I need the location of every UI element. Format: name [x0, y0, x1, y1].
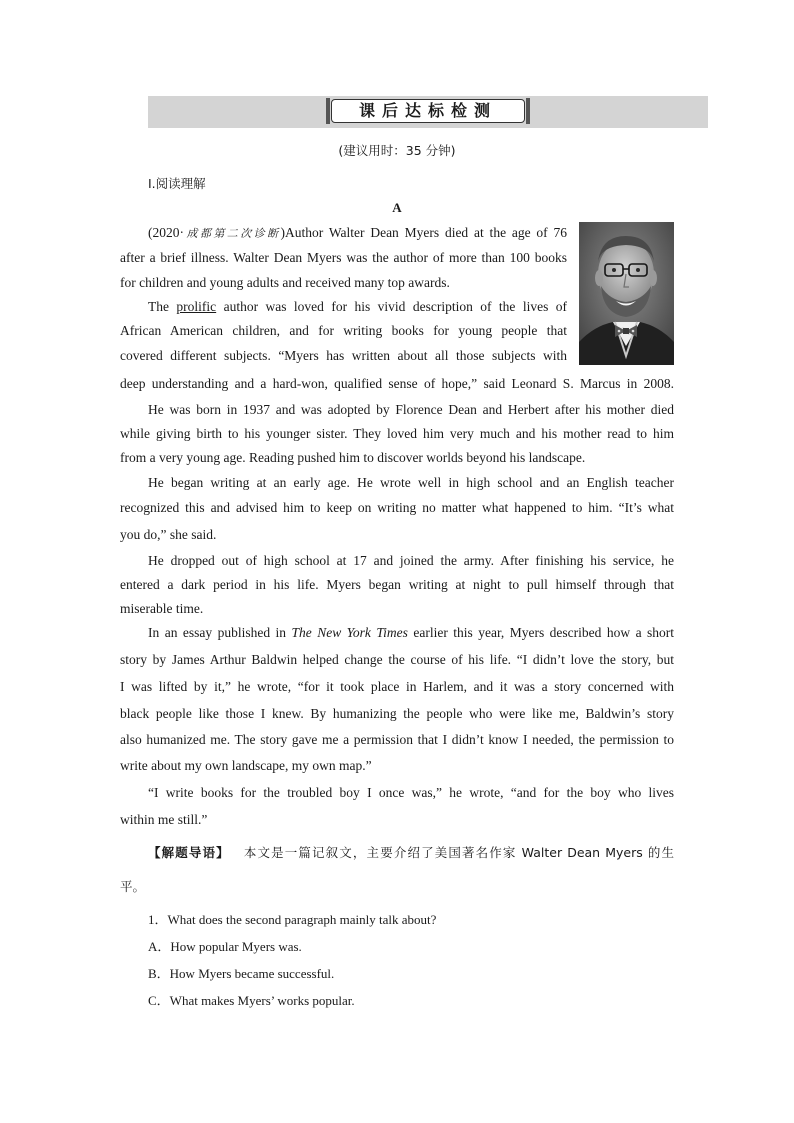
- text-line: from a very young age. Reading pushed him to discover worlds beyond his landscape.: [120, 450, 586, 465]
- source-year: (2020·: [148, 225, 184, 240]
- option-c: C．What makes Myers’ works popular.: [148, 993, 355, 1008]
- text-line: The prolific author was loved for his vivid description of the lives of: [148, 299, 567, 314]
- text-line: while giving birth to his younger sister. They loved him very much and his mother read to him: [120, 426, 674, 441]
- text-line: also humanized me. The story gave me a permission that I didn’t know I needed, the permission to: [120, 732, 674, 747]
- text-line: black people like those I knew. By humanizing the people who were like me, Baldwin’s story: [120, 706, 674, 721]
- text-line: African American children, and for writing books for young people that: [120, 323, 567, 338]
- section-banner: [148, 96, 708, 128]
- passage-letter: A: [392, 200, 402, 215]
- text-line: story by James Arthur Baldwin helped change the course of his life. “I didn’t love the story, but: [120, 652, 674, 667]
- source-exam: 成都第二次诊断: [184, 227, 281, 240]
- text-line: He began writing at an early age. He wrote well in high school and an English teacher: [148, 475, 674, 490]
- text-line: He dropped out of high school at 17 and joined the army. After finishing his service, he: [148, 553, 674, 568]
- text-line: He was born in 1937 and was adopted by Florence Dean and Herbert after his mother died: [148, 402, 674, 417]
- guide-text: 本文是一篇记叙文，主要介绍了美国著名作家 Walter Dean Myers 的生: [243, 845, 674, 860]
- text-line: I was lifted by it,” he wrote, “for it took place in Harlem, and it was a story concerned with: [120, 679, 674, 694]
- guide-text-end: 平。: [120, 879, 146, 894]
- reading-guide: [148, 844, 674, 862]
- text-line: In an essay published in The New York Times earlier this year, Myers described how a short: [148, 625, 675, 640]
- page-title: 课后达标检测: [331, 99, 525, 123]
- text-line: after a brief illness. Walter Dean Myers was the author of more than 100 books: [120, 250, 567, 265]
- text-line: deep understanding and a hard-won, qualified sense of hope,” said Leonard S. Marcus in 2008.: [120, 376, 674, 391]
- text-line: miserable time.: [120, 601, 204, 616]
- section-label: Ⅰ.阅读理解: [148, 176, 206, 191]
- text-line: “I write books for the troubled boy I once was,” he wrote, “and for the boy who lives: [148, 785, 674, 800]
- text-line: recognized this and advised him to keep on writing no matter what happened to him. “It’s what: [120, 500, 674, 515]
- guide-label: 【解题导语】: [148, 845, 230, 860]
- option-a: A．How popular Myers was.: [148, 939, 302, 954]
- publication-title: The New York Times: [291, 625, 408, 640]
- time-note: (建议用时：35 分钟): [338, 143, 456, 158]
- source-line: (2020·成都第二次诊断)Author Walter Dean Myers died at the age of 76: [148, 225, 567, 240]
- text-line: you do,” she said.: [120, 527, 217, 542]
- text-line: entered a dark period in his life. Myers began writing at night to pull himself through that: [120, 577, 674, 592]
- option-b: B．How Myers became successful.: [148, 966, 335, 981]
- question-stem: 1．What does the second paragraph mainly talk about?: [148, 912, 437, 927]
- text-line: within me still.”: [120, 812, 208, 827]
- author-photo: [579, 222, 674, 365]
- vocab-word: prolific: [176, 299, 217, 314]
- text-line: write about my own landscape, my own map.”: [120, 758, 372, 773]
- text-line: for children and young adults and received many top awards.: [120, 275, 450, 290]
- text-line: Author Walter Dean Myers died at the age of 76: [285, 225, 567, 240]
- text-line: covered different subjects. “Myers has written about all those subjects with: [120, 348, 567, 363]
